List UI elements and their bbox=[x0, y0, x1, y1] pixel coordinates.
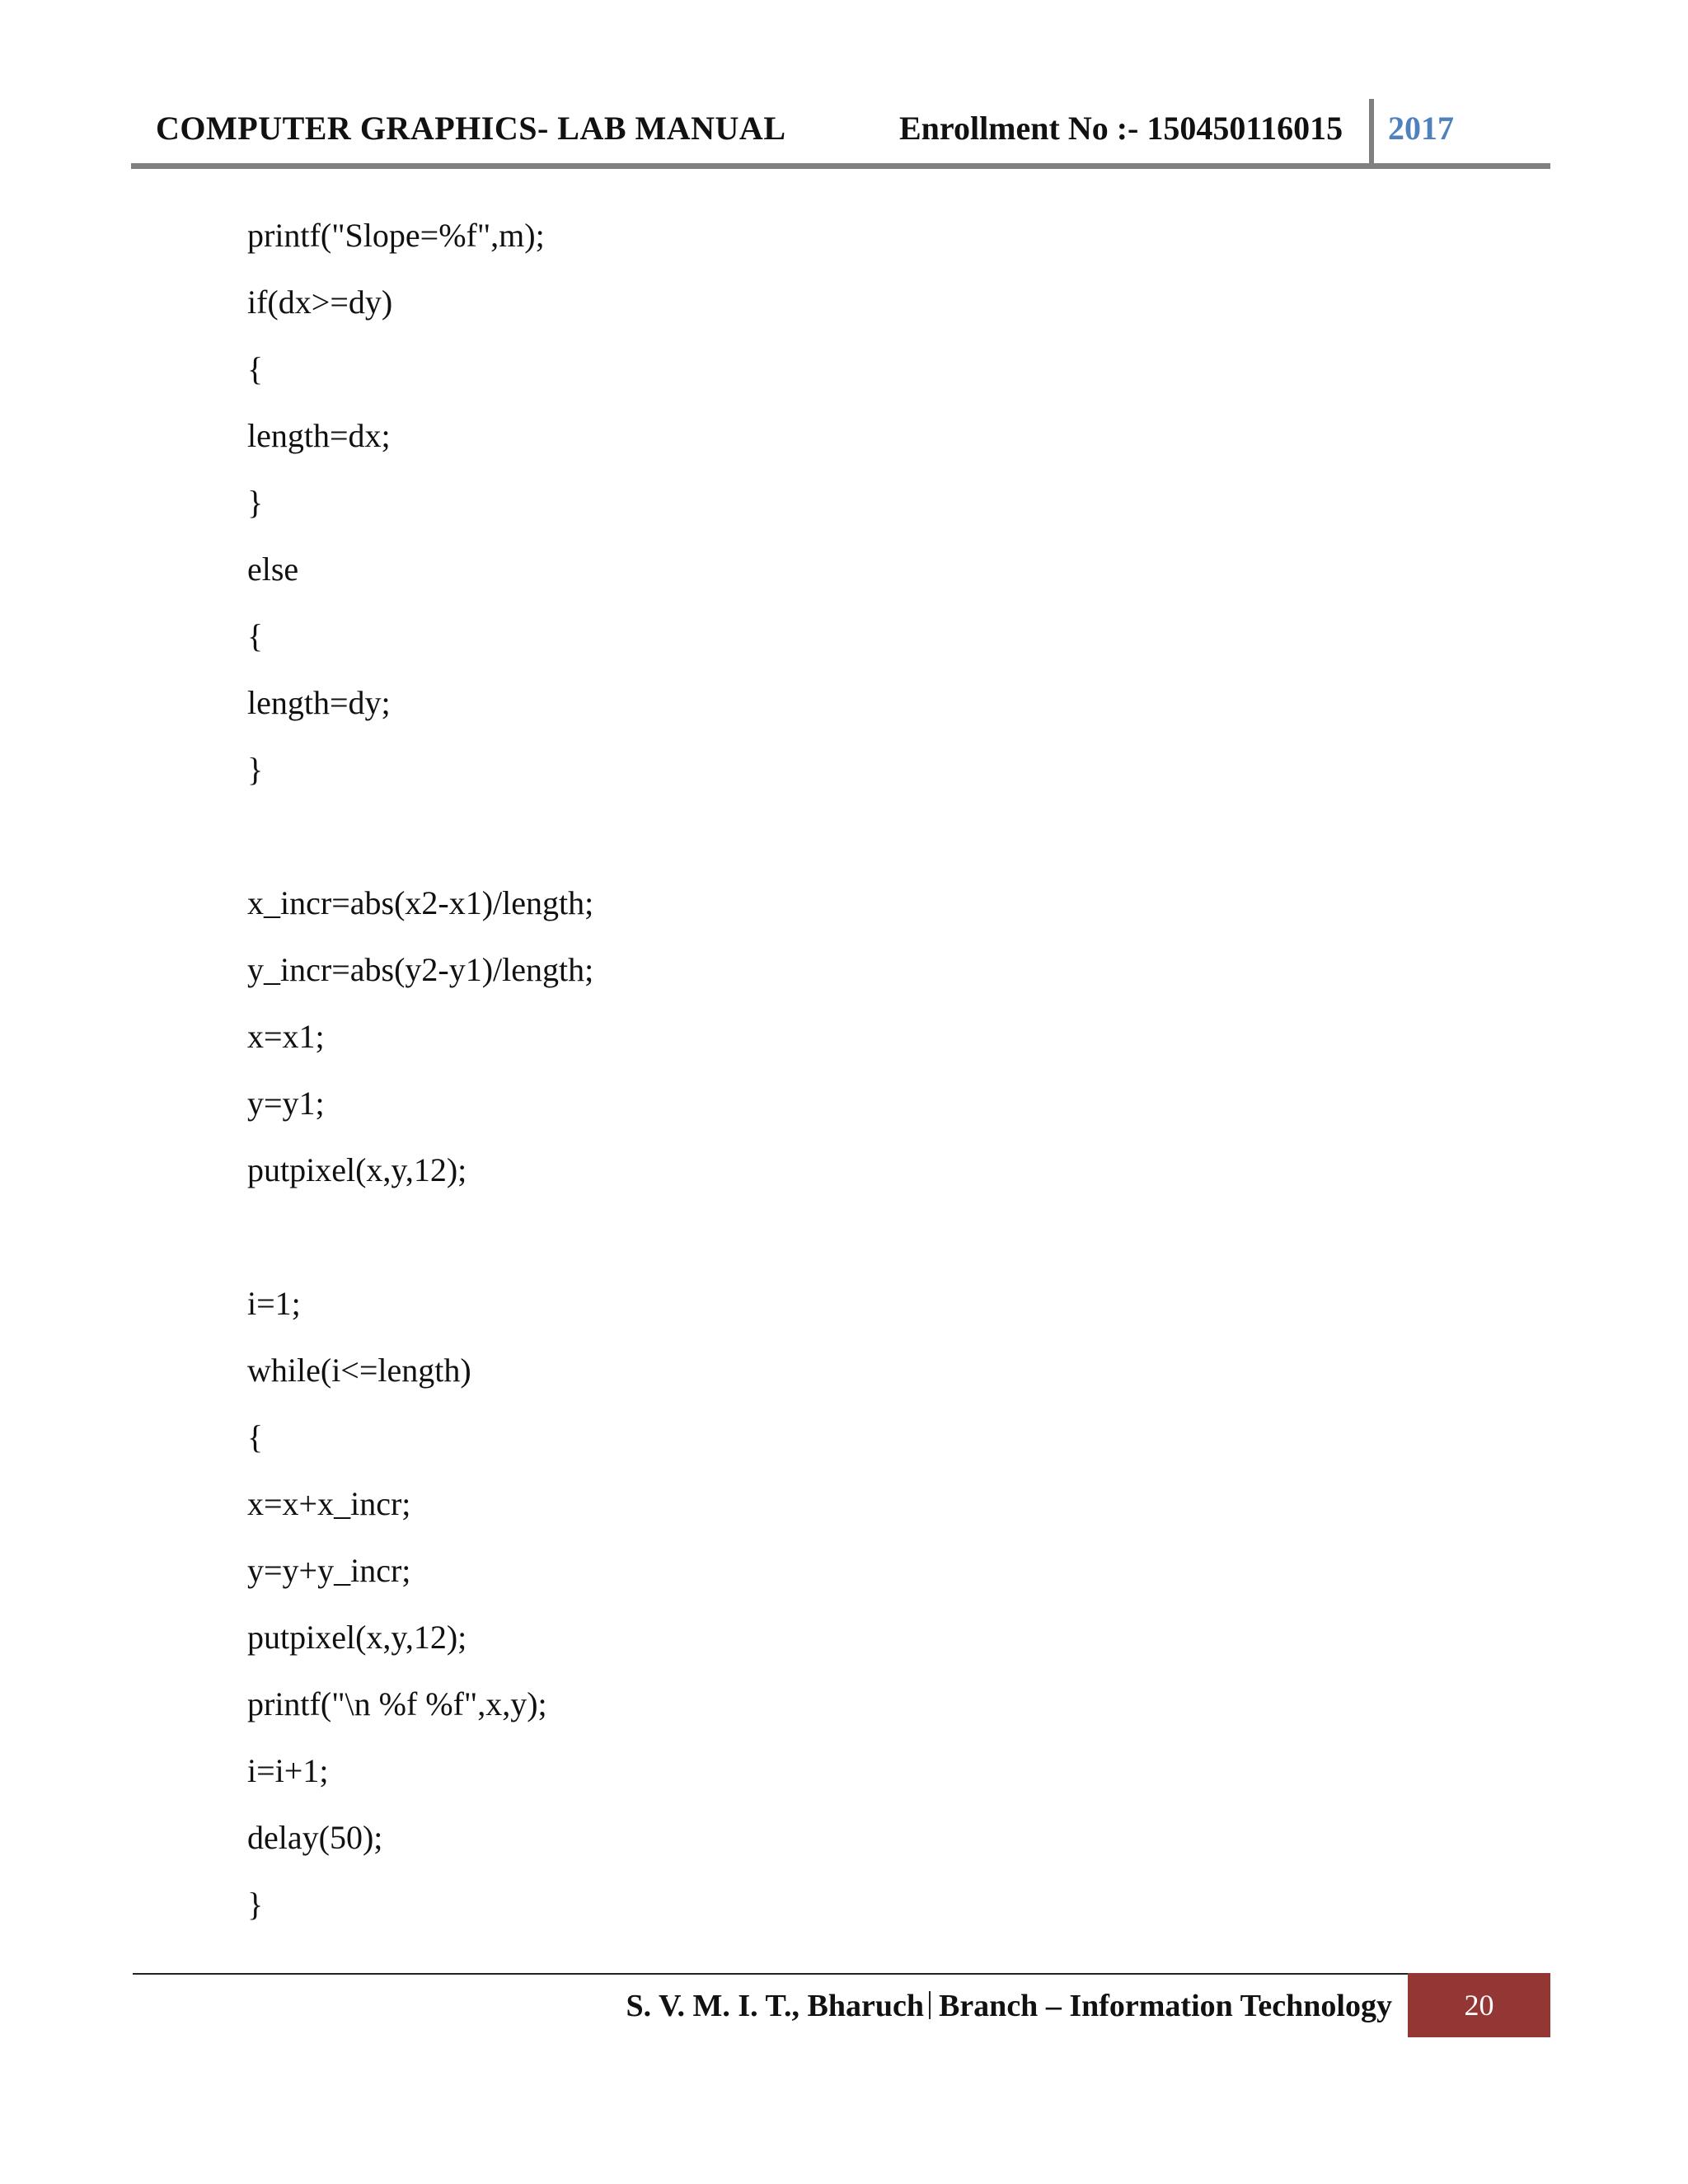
code-line: } bbox=[247, 751, 264, 788]
header-year: 2017 bbox=[1388, 110, 1454, 147]
code-line: else bbox=[247, 551, 299, 588]
code-line: i=1; bbox=[247, 1285, 301, 1322]
code-line: printf("Slope=%f",m); bbox=[247, 217, 545, 254]
footer-institute: S. V. M. I. T., Bharuch bbox=[626, 1989, 924, 2023]
code-line: { bbox=[247, 1418, 264, 1455]
footer-text bbox=[626, 1988, 1393, 2024]
page-number: 20 bbox=[1464, 1989, 1494, 2022]
code-blank-line bbox=[247, 1209, 1484, 1276]
code-blank-line bbox=[247, 808, 1484, 875]
code-line: x=x1; bbox=[247, 1018, 325, 1055]
page-header bbox=[0, 0, 1688, 173]
header-divider bbox=[1369, 99, 1374, 165]
enrollment-number: Enrollment No :- 150450116015 bbox=[899, 110, 1343, 147]
code-line: length=dy; bbox=[247, 684, 391, 721]
code-line: x_incr=abs(x2-x1)/length; bbox=[247, 884, 594, 921]
footer-rule bbox=[133, 1973, 1408, 1975]
code-line: delay(50); bbox=[247, 1819, 383, 1856]
code-line: y=y+y_incr; bbox=[247, 1552, 411, 1589]
code-line: while(i<=length) bbox=[247, 1352, 471, 1389]
code-line: i=i+1; bbox=[247, 1752, 329, 1789]
code-line: length=dx; bbox=[247, 417, 391, 454]
code-line: printf("\n %f %f",x,y); bbox=[247, 1685, 547, 1722]
code-line: putpixel(x,y,12); bbox=[247, 1619, 467, 1656]
code-line: putpixel(x,y,12); bbox=[247, 1151, 467, 1188]
code-line: { bbox=[247, 617, 264, 654]
code-line: } bbox=[247, 484, 264, 521]
code-line: y=y1; bbox=[247, 1085, 325, 1122]
code-line: y_incr=abs(y2-y1)/length; bbox=[247, 951, 594, 988]
footer-branch: Branch – Information Technology bbox=[938, 1989, 1392, 2023]
page-number-box bbox=[1408, 1973, 1550, 2037]
manual-title: COMPUTER GRAPHICS- LAB MANUAL bbox=[156, 110, 786, 147]
code-line: x=x+x_incr; bbox=[247, 1485, 411, 1522]
footer-separator bbox=[929, 1991, 931, 2019]
header-rule bbox=[131, 163, 1550, 169]
code-line: } bbox=[247, 1886, 264, 1923]
code-listing bbox=[247, 208, 1484, 1943]
code-line: if(dx>=dy) bbox=[247, 284, 393, 321]
code-line: { bbox=[247, 350, 264, 387]
